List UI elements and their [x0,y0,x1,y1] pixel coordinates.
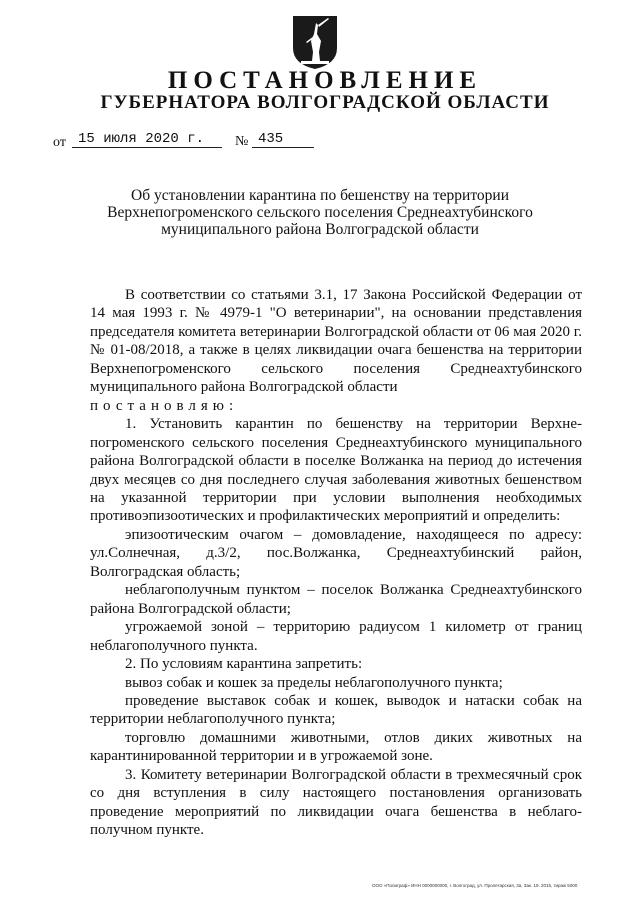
document-type-title: ПОСТАНОВЛЕНИЕ [167,67,483,94]
item-1-focus-definition: эпизоотическим очагом – домовладение, находящееся по адресу: ул.Солнечная, д.3/2, пос.Волжанка, Среднеахтубинский район, Волгоградская область; [90,526,582,580]
number-label: № [235,134,249,149]
item-1-threat-zone-definition: угрожаемой зоной – территорию радиусом 1 километр от границ неблагополучного пункта. [90,619,582,654]
item-2-ban-trade: торговлю домашними животными, отлов диких животных на карантинированной территории и в угрожаемой зоне. [90,729,582,765]
subject-line: Об установлении карантина по бешенству на территории [131,187,509,204]
decree-word: постановляю: [90,397,239,414]
document-number: 435 [258,131,284,147]
item-2-ban-exhibitions: проведение выставок собак и кошек, выводок и натаски собак на территории неблагополучного пункта; [90,692,582,728]
coat-of-arms-icon [291,14,339,70]
item-1-paragraph: 1. Установить карантин по бешенству на территории Верхне-погроменского сельского поселения Среднеахтубинского муниципального района Волгоградской области в поселке Волжанка на период до истечения двух месяцев со дня последнего случая заболевания животных бешенством на указанной территории при условии выполнения необходимых противоэпизоотических и профилактических мероприятий и определить: [90,416,582,525]
number-underline [252,147,314,148]
document-date: 15 июля 2020 г. [78,131,205,147]
subject-line: муниципального района Волгоградской области [161,221,479,238]
date-prefix-label: от [53,135,66,150]
subject-line: Верхнепогроменского сельского поселения Среднеахтубинского [107,204,533,221]
item-2-ban-export: вывоз собак и кошек за пределы неблагополучного пункта; [125,674,503,691]
date-underline [72,147,222,148]
document-subject [0,187,640,238]
preamble-paragraph: В соответствии со статьями 3.1, 17 Закона Российской Федерации от 14 мая 1993 г. № 4979-1 "О ветеринарии", на основании представления председателя комитета ветеринарии Волгоградской области от 06 мая 2020 г. № 01-08/2018, а также в целях ликвидации очага бешенства на территории Верхнепогроменского сельского поселения Среднеахтубинского муниципального района Волгоградской области [90,287,582,396]
item-1-unsafe-point-definition: неблагополучным пунктом – поселок Волжанка Среднеахтубинского района Волгоградской области; [90,582,582,617]
document-body [90,286,582,840]
issuer-title: ГУБЕРНАТОРА ВОЛГОГРАДСКОЙ ОБЛАСТИ [100,92,550,113]
item-2-paragraph: 2. По условиям карантина запретить: [125,656,363,673]
item-3-paragraph: 3. Комитету ветеринарии Волгоградской области в трехмесячный срок со дня вступления в силу настоящего постановления организовать проведение мероприятий по ликвидации очага бешенства в неблаго-получном пункте. [90,766,582,839]
printing-imprint: ООО «Полиграф» ИНН 0000000000, г. Волгоград, ул. Пролетарская, 3а, Зак. 19. 2015, тираж 5000 [372,883,578,888]
